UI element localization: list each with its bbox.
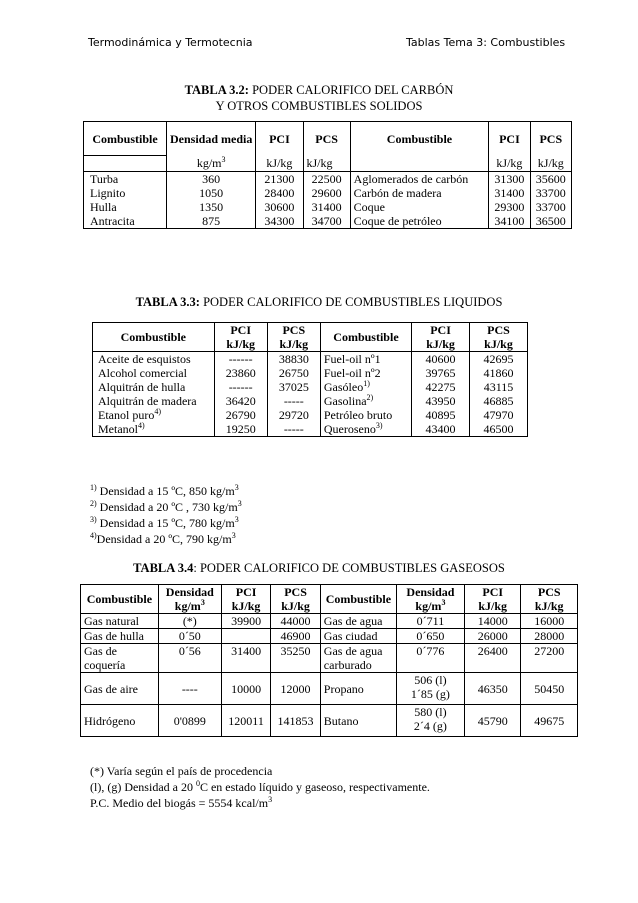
table-cell: Gasolina$^{2)}$ [320, 394, 411, 408]
table-cell: 34100 [489, 214, 530, 229]
col-header: Combustible [320, 585, 396, 614]
table-cell: 40895 [412, 408, 470, 422]
table-row [93, 380, 528, 394]
table-row [81, 673, 578, 705]
col-header: Combustible [350, 122, 489, 156]
col-header: Densidad $kg/m^3$ [396, 585, 464, 614]
table-cell: 35250 [271, 644, 321, 673]
note-line: (l), (g) Densidad a 20 $^0$C en estado líquido y gaseoso, respectivamente. [90, 779, 430, 794]
table-row [84, 172, 572, 187]
table-cell: 36420 [214, 394, 267, 408]
col-header: PCI kJ/kg [214, 323, 267, 352]
table-cell: 50450 [521, 673, 578, 705]
table-cell: Propano [320, 673, 396, 705]
table-cell: ------ [214, 352, 267, 367]
table-cell: Hidrógeno [81, 705, 159, 737]
col-header: PCS kJ/kg [267, 323, 320, 352]
table-cell: 29720 [267, 408, 320, 422]
table-cell: 37025 [267, 380, 320, 394]
table-cell: Metanol$^{4)}$ [93, 422, 215, 437]
table-cell: 26400 [464, 644, 521, 673]
table-cell: 46500 [470, 422, 528, 437]
table-cell: Gas de agua carburado [320, 644, 396, 673]
table-cell: 31300 [489, 172, 530, 187]
table-cell: Alcohol comercial [93, 366, 215, 380]
table-cell: Gas de hulla [81, 629, 159, 644]
table-3-4 [80, 584, 578, 737]
table-cell: 30600 [256, 200, 303, 214]
table-cell: 31400 [221, 644, 270, 673]
table-3-2-title: TABLA 3.2: PODER CALORIFICO DEL CARBÓN Y OTROS COMBUSTIBLES SOLIDOS [184, 83, 454, 113]
table-cell: 141853 [271, 705, 321, 737]
unit-label: kJ/kg [530, 156, 571, 172]
table-cell: 44000 [271, 614, 321, 629]
table-row [93, 394, 528, 408]
table-cell: ---- [158, 673, 221, 705]
table-cell: 31400 [489, 186, 530, 200]
table-cell: 506 (l) 1´85 (g) [396, 673, 464, 705]
col-header: Densidad media [166, 122, 255, 156]
unit-label: kJ/kg [256, 156, 303, 172]
table-cell: Coque de petróleo [350, 214, 489, 229]
table-cell: 22500 [303, 172, 350, 187]
notes-table-3-3 [90, 483, 242, 547]
table-cell: Aglomerados de carbón [350, 172, 489, 187]
table-cell: 33700 [530, 186, 571, 200]
table-cell: 0´650 [396, 629, 464, 644]
col-header: PCI kJ/kg [464, 585, 521, 614]
table-cell: Fuel-oil nº2 [320, 366, 411, 380]
table-row [93, 422, 528, 437]
note-line: $^{1)}$ Densidad a 15 ºC, 850 $kg/m^3$ [90, 483, 239, 498]
col-header: PCS [530, 122, 571, 156]
table-cell: 39900 [221, 614, 270, 629]
table-cell: Gasóleo$^{1)}$ [320, 380, 411, 394]
table-cell: 10000 [221, 673, 270, 705]
table-cell: Alquitrán de madera [93, 394, 215, 408]
col-header: Combustible [81, 585, 159, 614]
table-cell: Etanol puro$^{4)}$ [93, 408, 215, 422]
table-cell: Aceite de esquistos [93, 352, 215, 367]
table-cell: Fuel-oil nº1 [320, 352, 411, 367]
col-header: Combustible [320, 323, 411, 352]
table-cell: 16000 [521, 614, 578, 629]
table-cell: 34700 [303, 214, 350, 229]
table-cell: 26750 [267, 366, 320, 380]
table-cell: 26790 [214, 408, 267, 422]
col-header: PCS [303, 122, 350, 156]
unit-label: kJ/kg [489, 156, 530, 172]
table-cell: 29300 [489, 200, 530, 214]
table-cell: Butano [320, 705, 396, 737]
table-row [84, 214, 572, 229]
units-row [84, 156, 572, 172]
table-cell: 45790 [464, 705, 521, 737]
table-cell: 26000 [464, 629, 521, 644]
col-header: Densidad $kg/m^3$ [158, 585, 221, 614]
note-line: $^{3)}$ Densidad a 15 ºC, 780 $kg/m^3$ [90, 515, 239, 530]
table-cell: 0´711 [396, 614, 464, 629]
table-cell: 46900 [271, 629, 321, 644]
table-row [84, 186, 572, 200]
table-3-4-title: TABLA 3.4: PODER CALORIFICO DE COMBUSTIBLES GASEOSOS [133, 561, 505, 575]
table-cell: 29600 [303, 186, 350, 200]
unit-label: $kg/m^3$ [166, 156, 255, 172]
table-cell: 35600 [530, 172, 571, 187]
table-cell: 580 (l) 2´4 (g) [396, 705, 464, 737]
table-cell: 12000 [271, 673, 321, 705]
table-cell: 23860 [214, 366, 267, 380]
unit-label: kJ/kg [303, 156, 350, 172]
note-line: P.C. Medio del biogás = 5554 kcal/$m^3$ [90, 795, 273, 810]
table-cell: Antracita [84, 214, 167, 229]
table-cell [221, 629, 270, 644]
table-cell: (*) [158, 614, 221, 629]
table-cell: 38830 [267, 352, 320, 367]
table-cell: Carbón de madera [350, 186, 489, 200]
table-cell: Gas de aire [81, 673, 159, 705]
table-cell: 27200 [521, 644, 578, 673]
table-cell: 875 [166, 214, 255, 229]
note-line: $^{2)}$ Densidad a 20 ºC , 730 $kg/m^3$ [90, 499, 242, 514]
table-cell: 34300 [256, 214, 303, 229]
header-right: Tablas Tema 3: Combustibles [406, 36, 566, 49]
table-cell: Gas de coquería [81, 644, 159, 673]
note-line: (*) Varía según el país de procedencia [90, 764, 273, 778]
table-cell: 120011 [221, 705, 270, 737]
table-row [81, 644, 578, 673]
col-header: PCS kJ/kg [271, 585, 321, 614]
col-header: PCI [256, 122, 303, 156]
table-cell: 47970 [470, 408, 528, 422]
table-cell: 28400 [256, 186, 303, 200]
table-3-2 [83, 121, 572, 229]
table-cell: 360 [166, 172, 255, 187]
table-row [81, 629, 578, 644]
table-cell: 21300 [256, 172, 303, 187]
table-cell: 31400 [303, 200, 350, 214]
table-row [84, 200, 572, 214]
table-cell: Lignito [84, 186, 167, 200]
table-row [93, 408, 528, 422]
note-line: $^{4)}$Densidad a 20 ºC, 790 $kg/m^3$ [90, 531, 236, 546]
table-cell: 1350 [166, 200, 255, 214]
col-header: Combustible [84, 122, 167, 156]
table-cell: 19250 [214, 422, 267, 437]
table-3-3-title: TABLA 3.3: PODER CALORIFICO DE COMBUSTIBLES LIQUIDOS [135, 295, 503, 309]
table-row [93, 352, 528, 367]
table-row [81, 614, 578, 629]
table-cell: 33700 [530, 200, 571, 214]
table-cell: 40600 [412, 352, 470, 367]
table-cell: 36500 [530, 214, 571, 229]
table-cell: Hulla [84, 200, 167, 214]
table-cell: 0´776 [396, 644, 464, 673]
table-cell: 39765 [412, 366, 470, 380]
notes-table-3-4 [90, 763, 430, 811]
col-header: PCI [489, 122, 530, 156]
table-cell: ----- [267, 422, 320, 437]
table-cell: 1050 [166, 186, 255, 200]
table-cell: Queroseno$^{3)}$ [320, 422, 411, 437]
table-cell: 0'0899 [158, 705, 221, 737]
table-cell: 49675 [521, 705, 578, 737]
table-row [93, 366, 528, 380]
table-cell: Gas natural [81, 614, 159, 629]
table-cell: 43115 [470, 380, 528, 394]
table-cell: Gas de agua [320, 614, 396, 629]
table-cell: ----- [267, 394, 320, 408]
table-cell: 46350 [464, 673, 521, 705]
table-cell: 42275 [412, 380, 470, 394]
table-cell: 43400 [412, 422, 470, 437]
col-header: PCS kJ/kg [521, 585, 578, 614]
table-cell: 42695 [470, 352, 528, 367]
table-cell: ------ [214, 380, 267, 394]
table-cell: Alquitrán de hulla [93, 380, 215, 394]
table-cell: Turba [84, 172, 167, 187]
table-cell: 28000 [521, 629, 578, 644]
table-cell: 41860 [470, 366, 528, 380]
table-cell: 0´50 [158, 629, 221, 644]
table-row [81, 705, 578, 737]
table-cell: Coque [350, 200, 489, 214]
table-cell: 46885 [470, 394, 528, 408]
table-cell: 14000 [464, 614, 521, 629]
col-header: PCI kJ/kg [221, 585, 270, 614]
table-cell: Petróleo bruto [320, 408, 411, 422]
header-left: Termodinámica y Termotecnia [88, 36, 253, 49]
table-cell: 0´56 [158, 644, 221, 673]
table-cell: 43950 [412, 394, 470, 408]
col-header: Combustible [93, 323, 215, 352]
table-cell: Gas ciudad [320, 629, 396, 644]
col-header: PCS kJ/kg [470, 323, 528, 352]
col-header: PCI kJ/kg [412, 323, 470, 352]
table-3-3 [92, 322, 528, 437]
